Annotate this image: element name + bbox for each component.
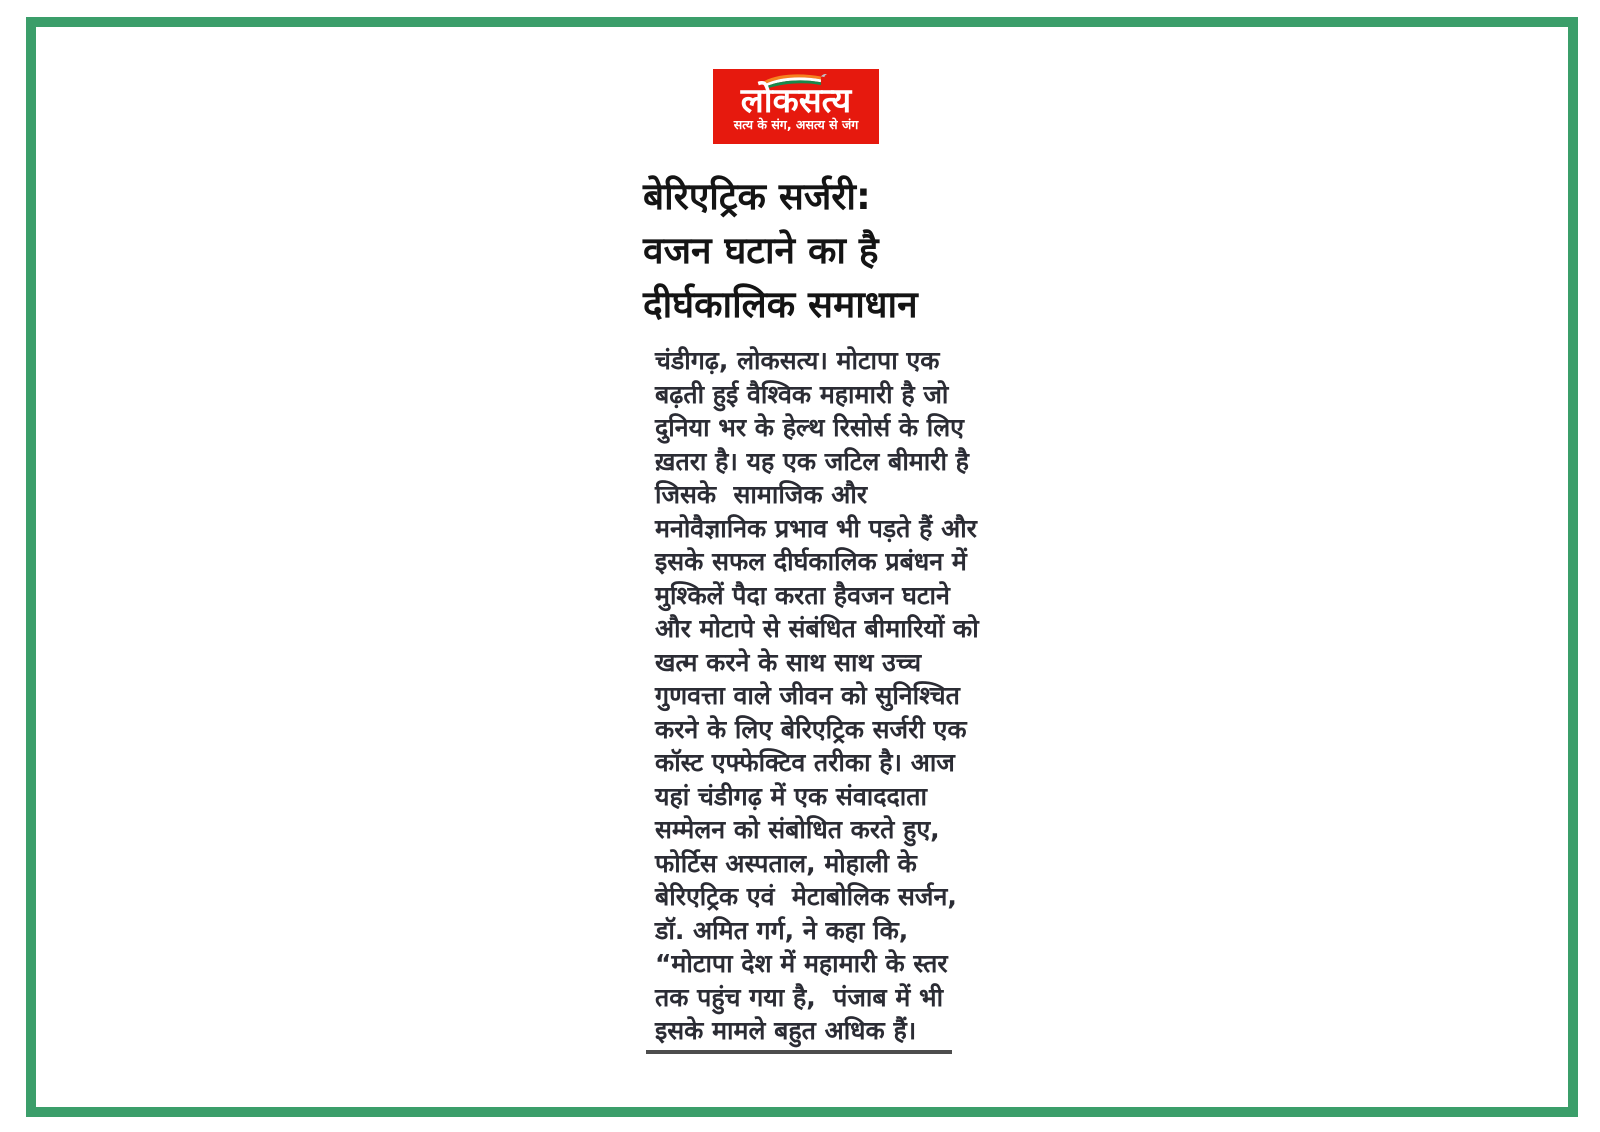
body-line: यहां चंडीगढ़ में एक संवाददाता: [655, 781, 927, 811]
headline-line: वजन घटाने का है: [643, 229, 879, 272]
newspaper-masthead-logo: [713, 69, 879, 144]
body-line: गुणवत्ता वाले जीवन को सुनिश्चित: [655, 681, 960, 710]
body-line: बढ़ती हुई वैश्विक महामारी है जो: [655, 379, 949, 409]
body-line: इसके मामले बहुत अधिक हैं।: [655, 1016, 917, 1045]
newspaper-tagline: सत्य के संग, असत्य से जंग: [733, 117, 859, 132]
body-line: दुनिया भर के हेल्थ रिसोर्स के लिए: [655, 413, 964, 442]
body-line: डॉ. अमित गर्ग, ने कहा कि,: [655, 915, 909, 945]
body-line: कॉस्ट एफ्फेक्टिव तरीका है। आज: [655, 748, 955, 777]
headline-line: दीर्घकालिक समाधान: [643, 283, 918, 326]
body-line: चंडीगढ़, लोकसत्य। मोटापा एक: [655, 346, 940, 375]
headline-line: बेरिएट्रिक सर्जरी:: [643, 175, 871, 218]
article-end-divider: [646, 1050, 952, 1054]
body-line: तक पहुंच गया है, पंजाब में भी: [655, 982, 944, 1012]
newspaper-name: लोकसत्य: [740, 81, 852, 121]
article-headline: [643, 170, 973, 332]
body-line: फोर्टिस अस्पताल, मोहाली के: [655, 848, 917, 878]
body-line: खत्म करने के साथ साथ उच्च: [655, 647, 922, 677]
body-line: इसके सफल दीर्घकालिक प्रबंधन में: [655, 547, 967, 576]
body-line: “मोटापा देश में महामारी के स्तर: [655, 949, 948, 978]
body-line: जिसके सामाजिक और: [655, 480, 868, 509]
article-body: [655, 344, 979, 1048]
body-line: मुश्किलें पैदा करता हैवजन घटाने: [655, 580, 950, 610]
body-line: करने के लिए बेरिएट्रिक सर्जरी एक: [655, 714, 967, 744]
body-line: मनोवैज्ञानिक प्रभाव भी पड़ते हैं और: [655, 513, 977, 543]
bird-glyph: [821, 74, 827, 77]
body-line: सम्मेलन को संबोधित करते हुए,: [655, 815, 940, 844]
body-line: बेरिएट्रिक एवं मेटाबोलिक सर्जन,: [655, 882, 957, 911]
body-line: ख़तरा है। यह एक जटिल बीमारी है: [655, 446, 969, 476]
body-line: और मोटापे से संबंधित बीमारियों को: [655, 614, 979, 643]
